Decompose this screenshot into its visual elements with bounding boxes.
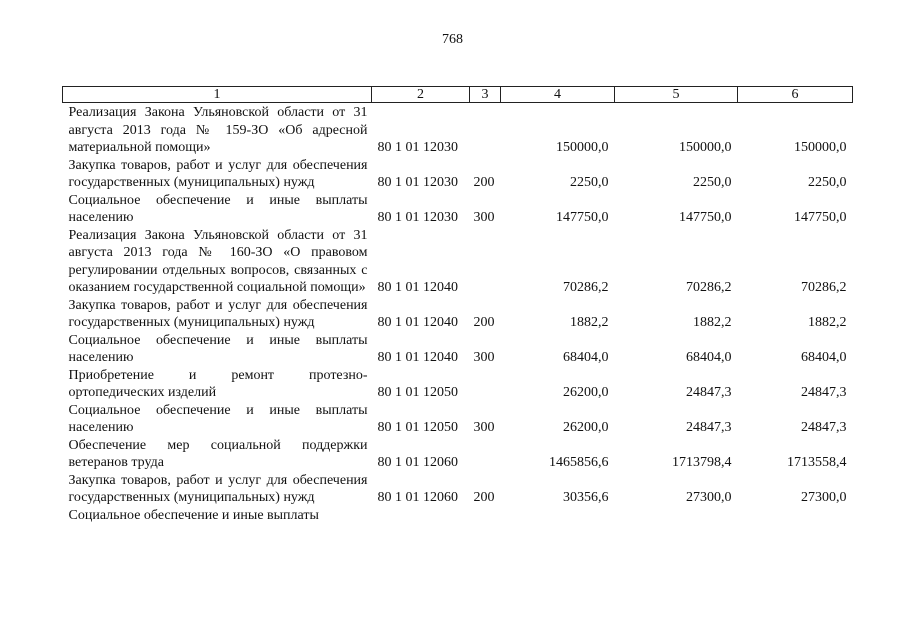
row-name: Обеспечение мер социальной поддержки ветеранов труда — [68, 437, 368, 470]
amount-col4: 150000,0 — [556, 140, 609, 155]
table-row — [63, 192, 853, 227]
row-name: Закупка товаров, работ и услуг для обеспечения государственных (муниципальных) нужд — [68, 297, 368, 330]
amount-col4: 26200,0 — [563, 420, 609, 435]
budget-code: 80 1 01 12040 — [377, 315, 458, 330]
row-name: Реализация Закона Ульяновской области от 31 августа 2013 года № 160-ЗО «О правовом регулировании отдельных вопросов, связанных с оказанием государственной социальной помощи» — [68, 227, 368, 295]
amount-col5: 27300,0 — [686, 490, 732, 505]
amount-col5: 150000,0 — [679, 140, 732, 155]
amount-col4 — [501, 507, 615, 525]
amount-col5: 24847,3 — [686, 385, 732, 400]
amount-col4: 1882,2 — [570, 315, 609, 330]
row-name: Приобретение и ремонт протезно-ортопедических изделий — [68, 367, 368, 400]
column-number-header — [63, 87, 853, 103]
column-header: 1 — [63, 87, 372, 103]
column-header: 5 — [615, 87, 738, 103]
table-row — [63, 402, 853, 437]
budget-code: 80 1 01 12060 — [377, 455, 458, 470]
amount-col5: 24847,3 — [686, 420, 732, 435]
amount-col6: 150000,0 — [794, 140, 847, 155]
budget-code: 80 1 01 12030 — [377, 175, 458, 190]
amount-col4: 147750,0 — [556, 210, 609, 225]
amount-col6: 70286,2 — [801, 280, 847, 295]
expense-type — [470, 437, 501, 472]
budget-code: 80 1 01 12050 — [377, 420, 458, 435]
amount-col5: 70286,2 — [686, 280, 732, 295]
column-header: 3 — [470, 87, 501, 103]
column-header: 2 — [372, 87, 470, 103]
budget-code: 80 1 01 12040 — [377, 350, 458, 365]
budget-code: 80 1 01 12060 — [377, 490, 458, 505]
budget-code — [372, 507, 470, 525]
expense-type — [470, 507, 501, 525]
amount-col4: 68404,0 — [563, 350, 609, 365]
table-row — [63, 332, 853, 367]
table-row — [63, 507, 853, 525]
row-name: Закупка товаров, работ и услуг для обеспечения государственных (муниципальных) нужд — [68, 157, 368, 190]
expense-type: 300 — [473, 420, 495, 435]
expense-type: 200 — [473, 315, 495, 330]
amount-col6 — [738, 507, 853, 525]
budget-code: 80 1 01 12030 — [377, 210, 458, 225]
table-row — [63, 437, 853, 472]
amount-col6: 1882,2 — [808, 315, 847, 330]
amount-col5: 68404,0 — [686, 350, 732, 365]
page-number: 768 — [442, 32, 463, 47]
expense-type — [470, 367, 501, 402]
row-name: Закупка товаров, работ и услуг для обеспечения государственных (муниципальных) нужд — [68, 472, 368, 505]
column-header: 4 — [501, 87, 615, 103]
budget-code: 80 1 01 12030 — [377, 140, 458, 155]
budget-code: 80 1 01 12050 — [377, 385, 458, 400]
row-name: Социальное обеспечение и иные выплаты населению — [68, 402, 368, 435]
amount-col6: 27300,0 — [801, 490, 847, 505]
table-row — [63, 157, 853, 192]
expense-type: 300 — [473, 210, 495, 225]
amount-col5: 147750,0 — [679, 210, 732, 225]
table-row — [63, 367, 853, 402]
amount-col4: 26200,0 — [563, 385, 609, 400]
row-name: Социальное обеспечение и иные выплаты населению — [68, 332, 368, 365]
amount-col6: 2250,0 — [808, 175, 847, 190]
amount-col6: 68404,0 — [801, 350, 847, 365]
amount-col4: 2250,0 — [570, 175, 609, 190]
amount-col5 — [615, 507, 738, 525]
amount-col4: 30356,6 — [563, 490, 609, 505]
budget-code: 80 1 01 12040 — [377, 280, 458, 295]
expense-type — [470, 103, 501, 157]
expense-type: 200 — [473, 490, 495, 505]
amount-col5: 1713798,4 — [672, 455, 732, 470]
row-name: Социальное обеспечение и иные выплаты — [68, 507, 319, 523]
amount-col6: 24847,3 — [801, 420, 847, 435]
table-row — [63, 227, 853, 297]
amount-col4: 70286,2 — [563, 280, 609, 295]
amount-col5: 2250,0 — [693, 175, 732, 190]
budget-table — [62, 86, 853, 524]
amount-col4: 1465856,6 — [549, 455, 609, 470]
expense-type: 200 — [473, 175, 495, 190]
expense-type — [470, 227, 501, 297]
row-name: Реализация Закона Ульяновской области от 31 августа 2013 года № 159-ЗО «Об адресной материальной помощи» — [68, 105, 368, 155]
table-row — [63, 103, 853, 157]
amount-col5: 1882,2 — [693, 315, 732, 330]
amount-col6: 24847,3 — [801, 385, 847, 400]
expense-type: 300 — [473, 350, 495, 365]
amount-col6: 147750,0 — [794, 210, 847, 225]
row-name: Социальное обеспечение и иные выплаты населению — [68, 192, 368, 225]
table-row — [63, 472, 853, 507]
table-row — [63, 297, 853, 332]
column-header: 6 — [738, 87, 853, 103]
amount-col6: 1713558,4 — [787, 455, 847, 470]
